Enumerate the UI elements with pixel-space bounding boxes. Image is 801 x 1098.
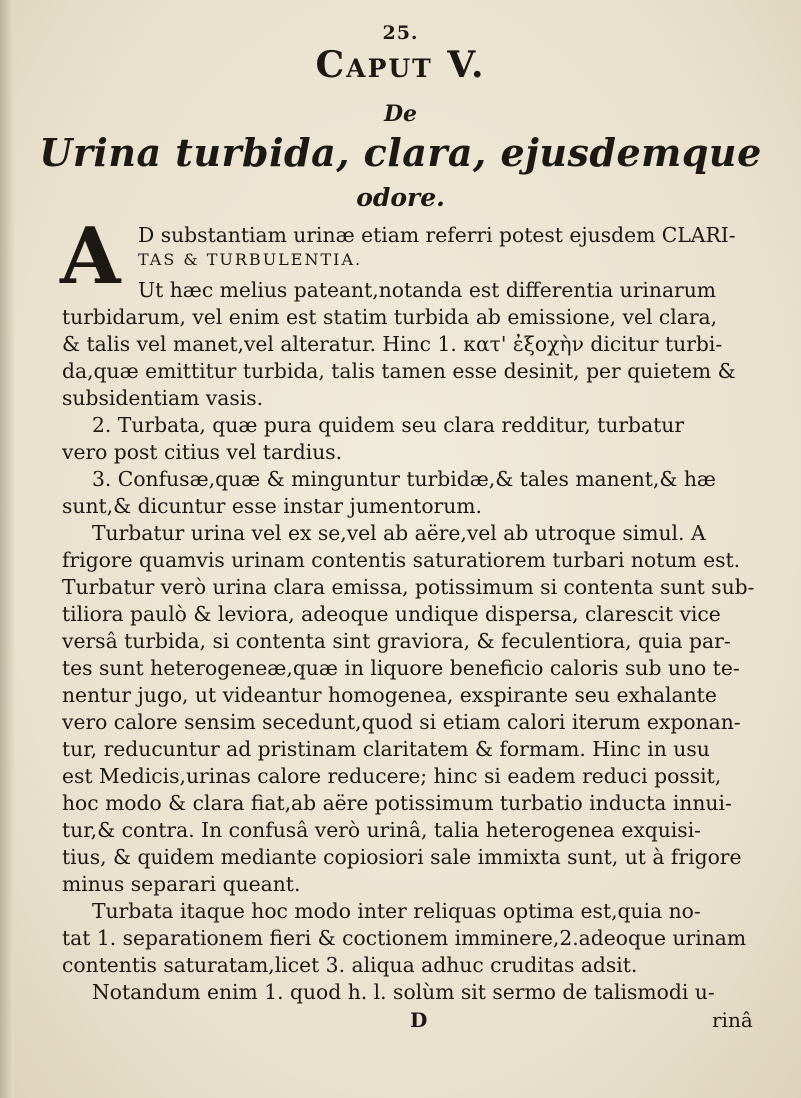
text-line: subsidentiam vasis. (62, 386, 264, 410)
text-line: frigore quamvis urinam contentis saturatiorem turbari notum est. (62, 548, 741, 572)
chapter-subtitle: odore. (356, 183, 445, 212)
text-line: tius, & quidem mediante copiosiori sale immixta sunt, ut à frigore (62, 845, 742, 869)
text-line: tiliora paulò & leviora, adeoque undique dispersa, clarescit vice (62, 602, 721, 626)
text-line: versâ turbida, si contenta sint graviora, & feculentiora, quia par- (62, 629, 731, 653)
text-line: tur,& contra. In confusâ verò urinâ, talia heterogenea exquisi- (62, 818, 702, 842)
text-line: vero post citius vel tardius. (62, 440, 343, 464)
title-prefix: De (383, 101, 418, 127)
text-line: nentur jugo, ut videantur homogenea, exspirante seu exhalante (62, 683, 717, 707)
catchword: rinâ (712, 1008, 753, 1032)
text-line: da,quæ emittitur turbida, talis tamen esse desinit, per quietem & (62, 359, 736, 383)
text-line: tat 1. separationem fieri & coctionem imminere,2.adeoque urinam (62, 926, 747, 950)
text-line: tes sunt heterogeneæ,quæ in liquore beneficio caloris sub uno te- (62, 656, 740, 680)
text-line: tur, reducuntur ad pristinam claritatem & formam. Hinc in usu (62, 737, 710, 761)
text-line: Turbatur verò urina clara emissa, potissimum si contenta sunt sub- (62, 575, 755, 599)
text-line: Notandum enim 1. quod h. l. solùm sit sermo de talismodi u- (92, 980, 715, 1004)
text-line: Turbata itaque hoc modo inter reliquas optima est,quia no- (92, 899, 701, 923)
text-line: 3. Confusæ,quæ & minguntur turbidæ,& tales manent,& hæ (92, 467, 716, 491)
chapter-title: Urina turbida, clara, ejusdemque (39, 130, 762, 175)
text-line: hoc modo & clara fiat,ab aëre potissimum turbatio inducta innui- (62, 791, 732, 815)
text-line: sunt,& dicuntur esse instar jumentorum. (62, 494, 482, 518)
text-line: est Medicis,urinas calore reducere; hinc si eadem reduci possit, (62, 764, 722, 788)
text-line: minus separari queant. (62, 872, 301, 896)
text-line: TAS & TURBULENTIA. (138, 250, 363, 269)
text-line: contentis saturatam,licet 3. aliqua adhuc cruditas adsit. (62, 953, 638, 977)
page-number: 25. (382, 22, 419, 44)
text-line: Ut hæc melius pateant,notanda est differentia urinarum (138, 278, 717, 302)
signature-mark: D (410, 1008, 428, 1032)
text-line: & talis vel manet,vel alteratur. Hinc 1. κατ' ἐξοχὴν dicitur turbi- (62, 332, 723, 356)
chapter-heading: Caput V. (315, 44, 486, 86)
text-line: Turbatur urina vel ex se,vel ab aëre,vel ab utroque simul. A (92, 521, 706, 545)
text-line: vero calore sensim secedunt,quod si etiam calori iterum exponan- (62, 710, 741, 734)
text-line: 2. Turbata, quæ pura quidem seu clara redditur, turbatur (92, 413, 685, 437)
drop-capital: A (60, 211, 121, 302)
text-line: D substantiam urinæ etiam referri potest ejusdem CLARI- (138, 223, 736, 247)
text-line: turbidarum, vel enim est statim turbida ab emissione, vel clara, (62, 305, 718, 329)
